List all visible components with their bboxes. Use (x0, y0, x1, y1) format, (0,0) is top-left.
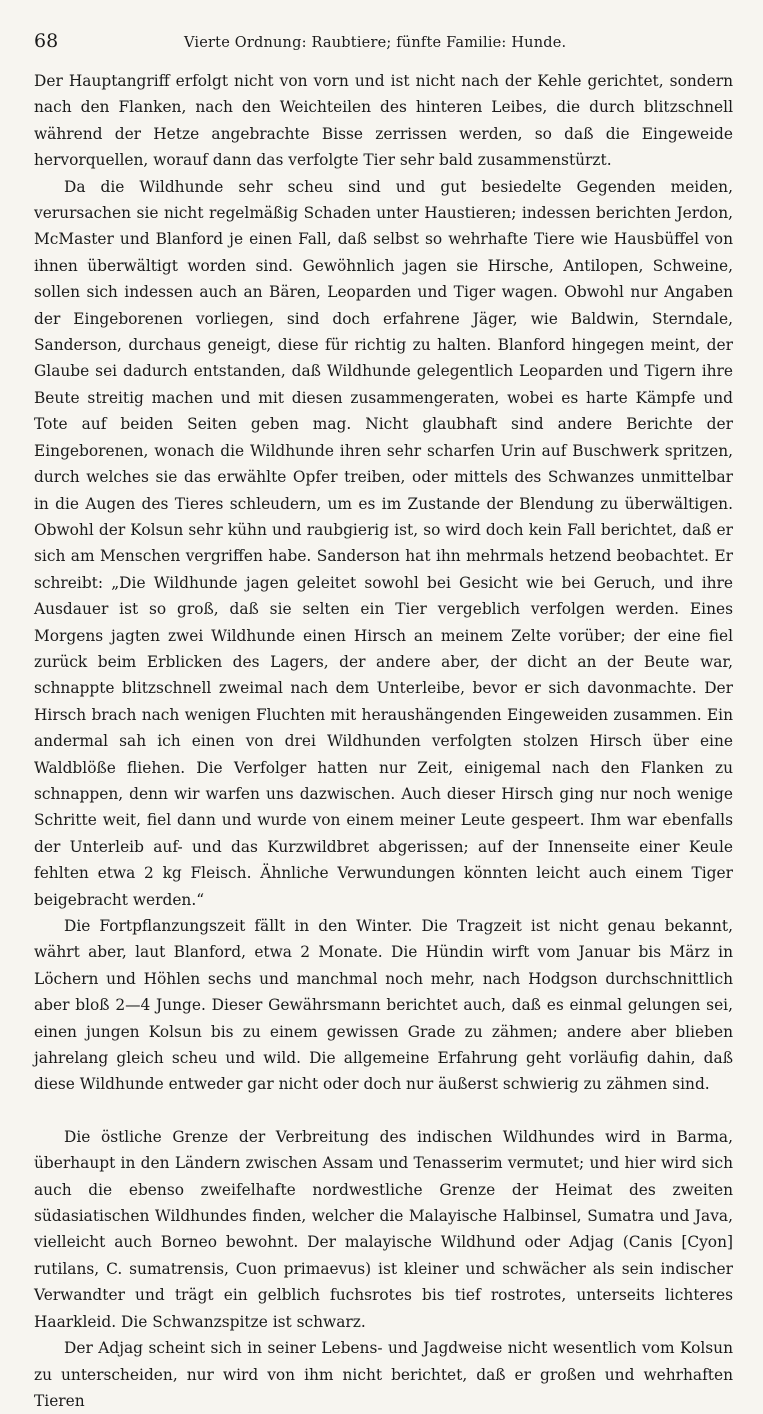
page-header (34, 30, 733, 64)
running-head: Vierte Ordnung: Raubtiere; fünfte Familie: Hunde. (184, 35, 567, 51)
paragraph: Der Hauptangriff erfolgt nicht von vorn und ist nicht nach der Kehle gerichtet, sondern nach den Flanken, nach den Weichteilen des hinteren Leibes, die durch blitzschnell während der Hetze angebrachte Bisse zerrissen werden, so daß die Eingeweide hervorquellen, worauf dann das verfolgte Tier sehr bald zusammenstürzt. (34, 72, 733, 170)
section-break (34, 1098, 733, 1124)
page-number: 68 (34, 30, 59, 52)
page-body (34, 68, 733, 1414)
paragraph: Der Adjag scheint sich in seiner Lebens- und Jagdweise nicht wesentlich vom Kolsun zu unterscheiden, nur wird von ihm nicht berichtet, daß er großen und wehrhaften Tieren (34, 1339, 733, 1410)
paragraph: Die östliche Grenze der Verbreitung des indischen Wildhundes wird in Barma, überhaupt in den Ländern zwischen Assam und Tenasserim vermutet; und hier wird sich auch die ebenso zweifelhafte nordwestliche Grenze der Heimat des zweiten südasiatischen Wildhundes finden, welcher die Malayische Halbinsel, Sumatra und Java, vielleicht auch Borneo bewohnt. Der malayische Wildhund oder Adjag (Canis [Cyon] rutilans, C. sumatrensis, Cuon primaevus) ist kleiner und schwächer als sein indischer Verwandter und trägt ein gelblich fuchsrotes bis tief rostrotes, unterseits lichteres Haarkleid. Die Schwanzspitze ist schwarz. (34, 1127, 733, 1331)
paragraph: Da die Wildhunde sehr scheu sind und gut besiedelte Gegenden meiden, verursachen sie nicht regelmäßig Schaden unter Haustieren; indessen berichten Jerdon, McMaster und Blanford je einen Fall, daß selbst so wehrhafte Tiere wie Hausbüffel von ihnen überwältigt worden sind. Gewöhnlich jagen sie Hirsche, Antilopen, Schweine, sollen sich indessen auch an Bären, Leoparden und Tiger wagen. Obwohl nur Angaben der Eingeborenen vorliegen, sind doch erfahrene Jäger, wie Baldwin, Sterndale, Sanderson, durchaus geneigt, diese für richtig zu halten. Blanford hingegen meint, der Glaube sei dadurch entstanden, daß Wildhunde gelegentlich Leoparden und Tigern ihre Beute streitig machen und mit diesen zusammengeraten, wobei es harte Kämpfe und Tote auf beiden Seiten geben mag. Nicht glaubhaft sind andere Berichte der Eingeborenen, wonach die Wildhunde ihren sehr scharfen Urin auf Buschwerk spritzen, durch welches sie das erwählte Opfer treiben, oder mittels des Schwanzes unmittelbar in die Augen des Tieres schleudern, um es im Zustande der Blendung zu überwältigen. Obwohl der Kolsun sehr kühn und raubgierig ist, so wird doch kein Fall berichtet, daß er sich am Menschen vergriffen habe. Sanderson hat ihn mehrmals hetzend beobachtet. Er schreibt: „Die Wildhunde jagen geleitet sowohl bei Gesicht wie bei Geruch, und ihre Ausdauer ist so groß, daß sie selten ein Tier vergeblich verfolgen werden. Eines Morgens jagten zwei Wildhunde einen Hirsch an meinem Zelte vorüber; der eine fiel zurück beim Erblicken des Lagers, der andere aber, der dicht an der Beute war, schnappte blitzschnell zweimal nach dem Unterleibe, bevor er sich davonmachte. Der Hirsch brach nach wenigen Fluchten mit heraushängenden Eingeweiden zusammen. Ein andermal sah ich einen von drei Wildhunden verfolgten stolzen Hirsch über eine Waldblöße fliehen. Die Verfolger hatten nur Zeit, einigemal nach den Flanken zu schnappen, denn wir warfen uns dazwischen. Auch dieser Hirsch ging nur noch wenige Schritte weit, fiel dann und wurde von einem meiner Leute gespeert. Ihm war ebenfalls der Unterleib auf- und das Kurzwildbret abgerissen; auf der Innenseite einer Keule fehlten etwa 2 kg Fleisch. Ähnliche Verwundungen könnten leicht auch einem Tiger beigebracht werden.“ (34, 177, 733, 909)
paragraph: Die Fortpflanzungszeit fällt in den Winter. Die Tragzeit ist nicht genau bekannt, währt aber, laut Blanford, etwa 2 Monate. Die Hündin wirft vom Januar bis März in Löchern und Höhlen sechs und manchmal noch mehr, nach Hodgson durchschnittlich aber bloß 2—4 Junge. Dieser Gewährsmann berichtet auch, daß es einmal gelungen sei, einen jungen Kolsun bis zu einem gewissen Grade zu zähmen; andere aber blieben jahrelang gleich scheu und wild. Die allgemeine Erfahrung geht vorläufig dahin, daß diese Wildhunde entweder gar nicht oder doch nur äußerst schwierig zu zähmen sind. (34, 917, 733, 1094)
